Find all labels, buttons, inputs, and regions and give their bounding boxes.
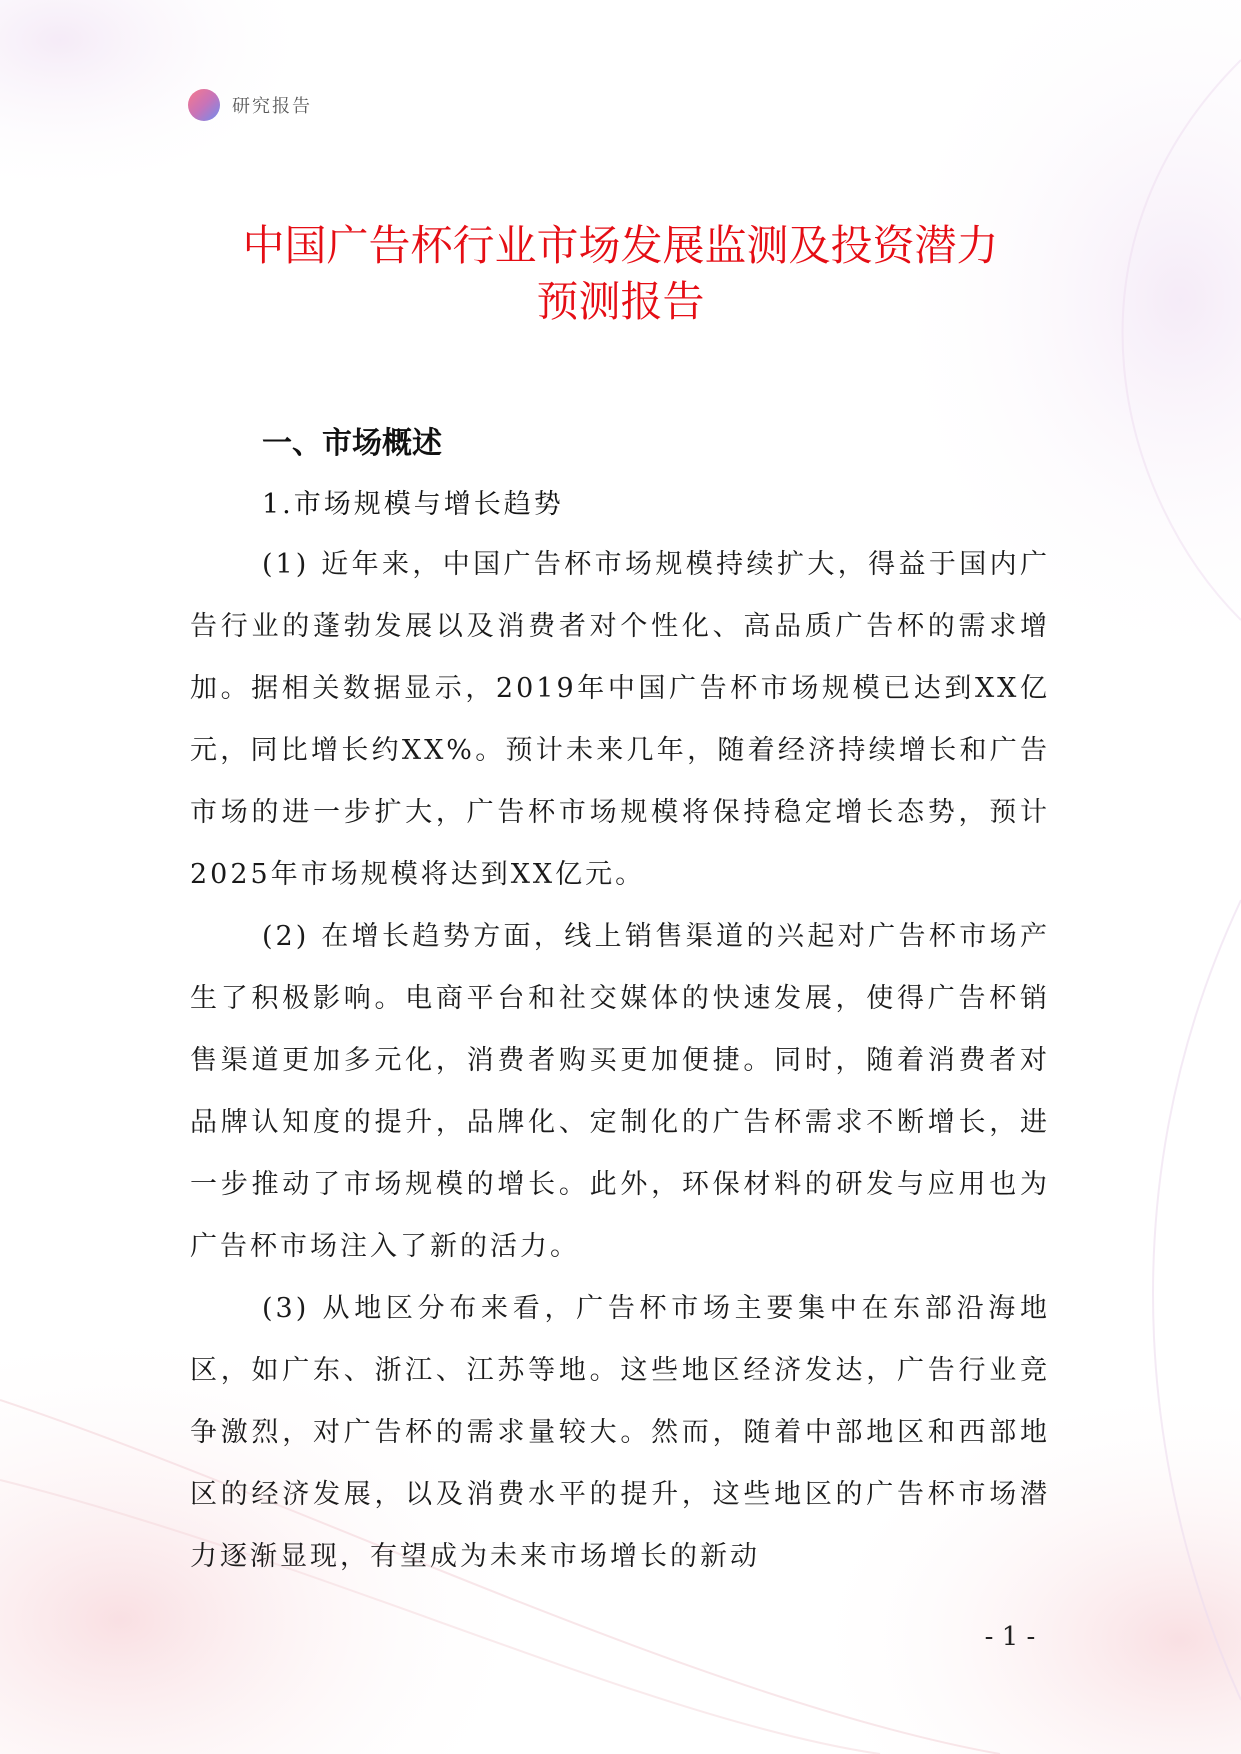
page-number: - 1 - (984, 1622, 1036, 1652)
paragraph-1: (1) 近年来，中国广告杯市场规模持续扩大，得益于国内广告行业的蓬勃发展以及消费者对个性化、高品质广告杯的需求增加。据相关数据显示，2019年中国广告杯市场规模已达到XX亿元，同比增长约XX%。预计未来几年，随着经济持续增长和广告市场的进一步扩大，广告杯市场规模将保持稳定增长态势，预计2025年市场规模将达到XX亿元。 (190, 549, 1050, 890)
header-label: 研究报告 (232, 96, 312, 117)
report-title (150, 218, 1091, 330)
section-heading: 一、市场概述 (262, 426, 442, 461)
title-line-2: 预测报告 (536, 277, 705, 326)
report-header (188, 88, 312, 122)
sub-heading: 1.市场规模与增长趋势 (262, 489, 564, 520)
brand-logo-icon (188, 89, 220, 121)
paragraph-3: (3) 从地区分布来看，广告杯市场主要集中在东部沿海地区，如广东、浙江、江苏等地。这些地区经济发达，广告行业竞争激烈，对广告杯的需求量较大。然而，随着中部地区和西部地区的经济发展，以及消费水平的提升，这些地区的广告杯市场潜力逐渐显现，有望成为未来市场增长的新动 (190, 1293, 1050, 1572)
paragraph-2: (2) 在增长趋势方面，线上销售渠道的兴起对广告杯市场产生了积极影响。电商平台和社交媒体的快速发展，使得广告杯销售渠道更加多元化，消费者购买更加便捷。同时，随着消费者对品牌认知度的提升，品牌化、定制化的广告杯需求不断增长，进一步推动了市场规模的增长。此外，环保材料的研发与应用也为广告杯市场注入了新的活力。 (190, 921, 1050, 1262)
title-line-1: 中国广告杯行业市场发展监测及投资潜力 (242, 221, 999, 270)
body-text (190, 534, 1050, 1588)
